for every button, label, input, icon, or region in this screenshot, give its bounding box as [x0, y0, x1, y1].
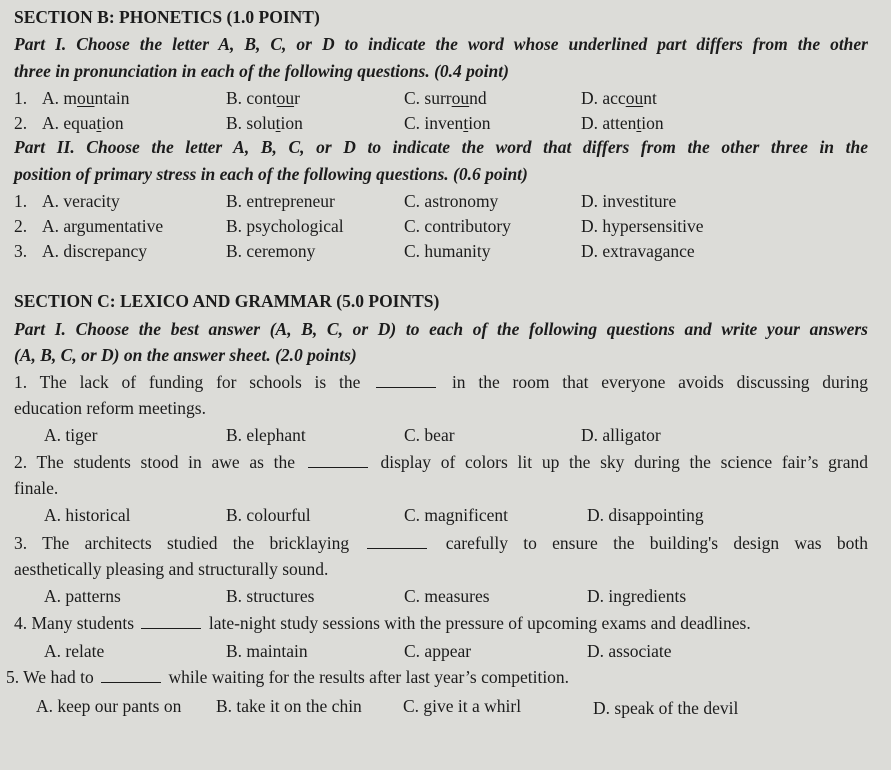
section-c-part1-instruction-line1: Part I. Choose the best answer (A, B, C, or D) to each of the following questions and write your answers: [14, 319, 868, 339]
section-b-part2-instruction-line2: position of primary stress in each of the following questions. (0.6 point): [14, 164, 528, 184]
c-q1-option-b: B. elephant: [226, 425, 306, 445]
c-q2-stem-line1: 2. The students stood in awe as the display of colors lit up the sky during the science fair’s grand: [14, 452, 869, 472]
b2-q3-option-a: A. discrepancy: [42, 241, 147, 261]
c-q3-option-c: C. measures: [404, 586, 490, 606]
b2-q3-option-c: C. humanity: [404, 241, 491, 261]
b1-q1-number: 1.: [14, 88, 28, 108]
c-q5-blank: [101, 668, 161, 683]
c-q2-blank: [308, 453, 368, 468]
b2-q1-option-b: B. entrepreneur: [226, 191, 335, 211]
c-q4-option-c: C. appear: [404, 641, 472, 661]
b2-q2-option-d: D. hypersensitive: [581, 216, 704, 236]
c-q1-blank: [376, 373, 436, 388]
c-q3-stem-line2: aesthetically pleasing and structurally sound.: [14, 559, 329, 579]
b2-q1-option-a: A. veracity: [42, 191, 120, 211]
b1-q1-option-b: B. contour: [226, 88, 300, 108]
c-q5-option-c: C. give it a whirl: [403, 696, 522, 716]
c-q3-option-d: D. ingredients: [587, 586, 687, 606]
section-b-title: SECTION B: PHONETICS (1.0 POINT): [14, 7, 320, 27]
c-q4-blank: [141, 614, 201, 629]
b2-q3-option-b: B. ceremony: [226, 241, 316, 261]
b2-q2-number: 2.: [14, 216, 28, 236]
c-q2-option-d: D. disappointing: [587, 505, 704, 525]
section-b-part2-instruction-line1: Part II. Choose the letter A, B, C, or D to indicate the word that differs from the other three in the: [14, 137, 868, 157]
b2-q2-option-c: C. contributory: [404, 216, 511, 236]
b1-q2-option-c: C. invention: [404, 113, 491, 133]
b1-q1-option-a: A. mountain: [42, 88, 130, 108]
c-q1-option-d: D. alligator: [581, 425, 661, 445]
c-q3-option-a: A. patterns: [44, 586, 121, 606]
c-q1-stem-line2: education reform meetings.: [14, 398, 206, 418]
b2-q3-number: 3.: [14, 241, 28, 261]
c-q2-option-a: A. historical: [44, 505, 131, 525]
b1-q2-option-b: B. solution: [226, 113, 303, 133]
c-q5-option-a: A. keep our pants on: [36, 696, 182, 716]
b2-q2-option-a: A. argumentative: [42, 216, 164, 236]
c-q3-option-b: B. structures: [226, 586, 315, 606]
c-q3-blank: [367, 534, 427, 549]
c-q1-stem-line1: 1. The lack of funding for schools is the in the room that everyone avoids discussing during: [14, 372, 868, 392]
b1-q2-option-a: A. equation: [42, 113, 124, 133]
b1-q1-option-d: D. account: [581, 88, 657, 108]
b2-q2-option-b: B. psychological: [226, 216, 344, 236]
b1-q2-number: 2.: [14, 113, 28, 133]
c-q5-option-d: D. speak of the devil: [593, 698, 739, 718]
c-q4-option-d: D. associate: [587, 641, 672, 661]
b2-q1-option-c: C. astronomy: [404, 191, 499, 211]
c-q4-stem-line1: 4. Many students late-night study sessions with the pressure of upcoming exams and deadlines.: [14, 613, 751, 633]
section-c-part1-instruction-line2: (A, B, C, or D) on the answer sheet. (2.0 points): [14, 345, 357, 365]
b2-q1-number: 1.: [14, 191, 28, 211]
c-q4-option-a: A. relate: [44, 641, 105, 661]
b2-q3-option-d: D. extravagance: [581, 241, 695, 261]
c-q4-option-b: B. maintain: [226, 641, 308, 661]
section-b-part1-instruction-line2: three in pronunciation in each of the following questions. (0.4 point): [14, 61, 509, 81]
c-q1-option-c: C. bear: [404, 425, 455, 445]
c-q5-option-b: B. take it on the chin: [216, 696, 362, 716]
b1-q2-option-d: D. attention: [581, 113, 664, 133]
section-b-part1-instruction-line1: Part I. Choose the letter A, B, C, or D to indicate the word whose underlined part differs from the other: [14, 34, 868, 54]
c-q1-option-a: A. tiger: [44, 425, 98, 445]
c-q3-stem-line1: 3. The architects studied the bricklaying carefully to ensure the building's design was both: [14, 533, 868, 553]
c-q5-stem-line1: 5. We had to while waiting for the results after last year’s competition.: [6, 667, 570, 687]
c-q2-stem-line2: finale.: [14, 478, 59, 498]
b2-q1-option-d: D. investiture: [581, 191, 677, 211]
c-q2-option-b: B. colourful: [226, 505, 311, 525]
b1-q1-option-c: C. surround: [404, 88, 487, 108]
c-q2-option-c: C. magnificent: [404, 505, 509, 525]
section-c-title: SECTION C: LEXICO AND GRAMMAR (5.0 POINTS): [14, 291, 440, 311]
